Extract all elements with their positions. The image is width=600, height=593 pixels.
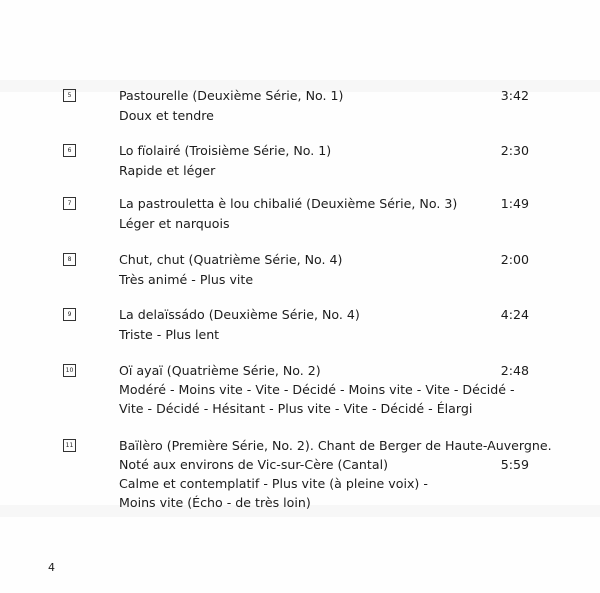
track-tempo: Très animé - Plus vite [119, 272, 254, 287]
track-tempo: Modéré - Moins vite - Vite - Décidé - Moins vite - Vite - Décidé - [119, 382, 515, 397]
track-tempo: Moins vite (Écho - de très loin) [119, 495, 311, 510]
track-tempo: Léger et narquois [119, 216, 230, 231]
track-time: 2:48 [500, 363, 529, 378]
track-title: La pastrouletta è lou chibalié (Deuxième Série, No. 3) [119, 196, 458, 211]
track-time: 4:24 [500, 307, 529, 322]
track-number-box: 9 [63, 308, 76, 321]
track-title: La delaïssádo (Deuxième Série, No. 4) [119, 307, 360, 322]
track-time: 1:49 [500, 196, 529, 211]
track-title: Oï ayaï (Quatrième Série, No. 2) [119, 363, 321, 378]
track-time: 2:00 [500, 252, 529, 267]
track-tempo: Doux et tendre [119, 108, 214, 123]
track-number-box: 8 [63, 253, 76, 266]
track-tempo: Triste - Plus lent [119, 327, 220, 342]
track-title: Lo fïolairé (Troisième Série, No. 1) [119, 143, 332, 158]
track-number-box: 5 [63, 89, 76, 102]
track-tempo: Calme et contemplatif - Plus vite (à pleine voix) - [119, 476, 428, 491]
track-number-box: 6 [63, 144, 76, 157]
page-number: 4 [48, 561, 55, 574]
track-tempo: Rapide et léger [119, 163, 216, 178]
track-time: 3:42 [500, 88, 529, 103]
track-time: 2:30 [500, 143, 529, 158]
track-number-box: 10 [63, 364, 76, 377]
track-title: Pastourelle (Deuxième Série, No. 1) [119, 88, 344, 103]
track-time: 5:59 [500, 457, 529, 472]
track-number-box: 7 [63, 197, 76, 210]
track-subtitle: Noté aux environs de Vic-sur-Cère (Cantal) [119, 457, 388, 472]
track-title: Baïlèro (Première Série, No. 2). Chant de Berger de Haute-Auvergne. [119, 438, 552, 453]
track-title: Chut, chut (Quatrième Série, No. 4) [119, 252, 343, 267]
track-number-box: 11 [63, 439, 76, 452]
track-tempo: Vite - Décidé - Hésitant - Plus vite - Vite - Décidé - Élargi [119, 401, 473, 416]
